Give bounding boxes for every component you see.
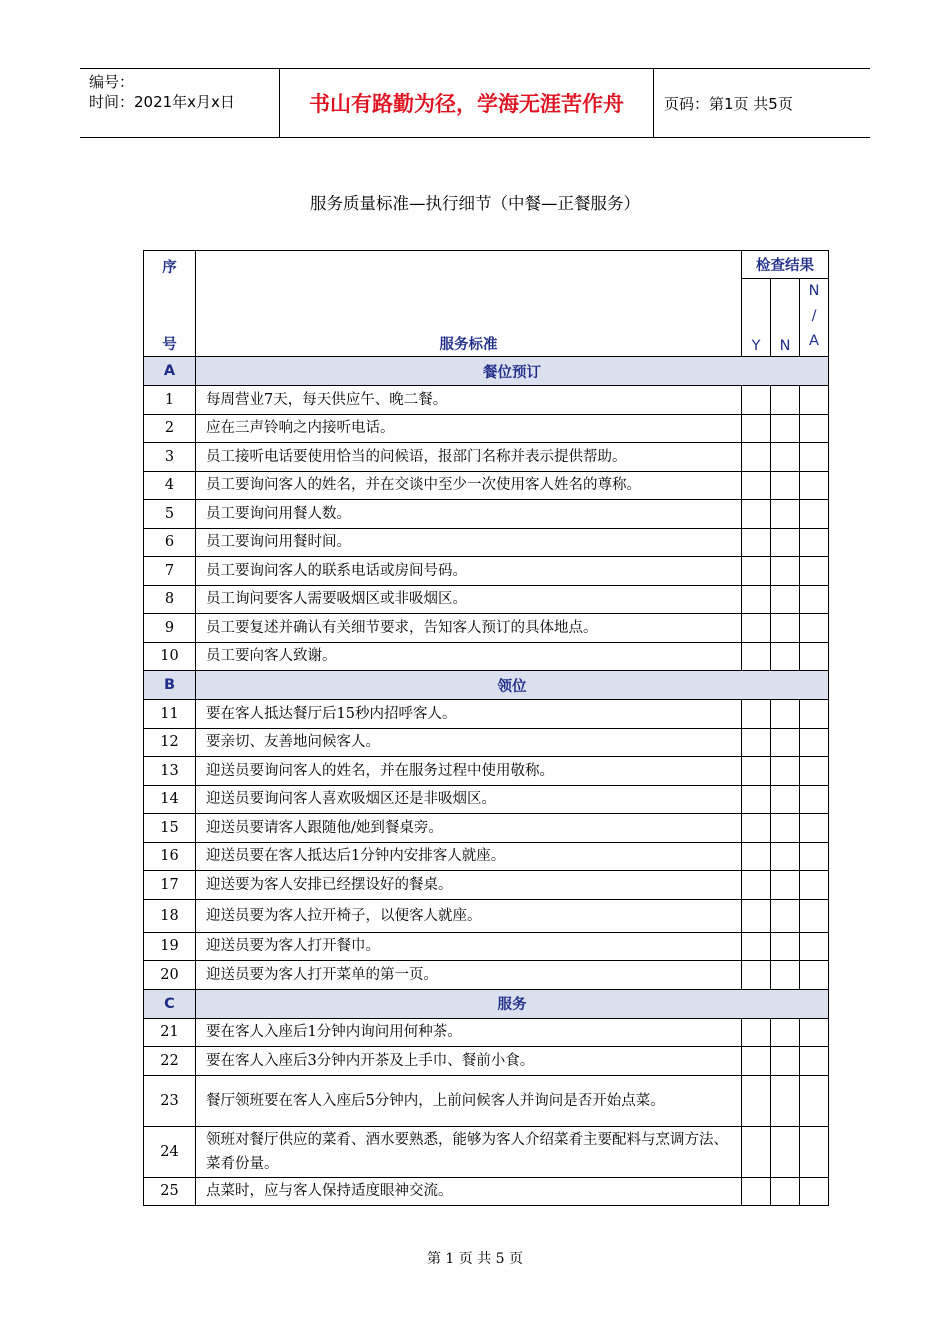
check-n-cell[interactable]: [771, 414, 800, 443]
check-n-cell[interactable]: [771, 814, 800, 843]
table-row: [144, 528, 829, 557]
row-standard: 员工要询问用餐时间。: [196, 528, 742, 557]
check-n-cell[interactable]: [771, 961, 800, 990]
check-n-cell[interactable]: [771, 443, 800, 472]
section-code: C: [144, 989, 196, 1018]
row-standard: 员工接听电话要使用恰当的问候语，报部门名称并表示提供帮助。: [196, 443, 742, 472]
row-standard: 点菜时，应与客人保持适度眼神交流。: [196, 1177, 742, 1206]
row-number: 16: [144, 842, 196, 871]
row-standard: 要在客人抵达餐厅后15秒内招呼客人。: [196, 700, 742, 729]
row-standard: 员工要询问客人的联系电话或房间号码。: [196, 557, 742, 586]
row-number: 5: [144, 500, 196, 529]
row-standard: 迎送员要为客人打开菜单的第一页。: [196, 961, 742, 990]
check-na-cell[interactable]: [800, 814, 829, 843]
section-title: 餐位预订: [196, 357, 829, 386]
table-row: [144, 871, 829, 900]
row-standard: 员工询问要客人需要吸烟区或非吸烟区。: [196, 585, 742, 614]
table-row: [144, 1177, 829, 1206]
row-number: 9: [144, 614, 196, 643]
table-row: [144, 1018, 829, 1047]
check-na-cell[interactable]: [800, 785, 829, 814]
row-standard: 迎送员要为客人拉开椅子，以便客人就座。: [196, 899, 742, 932]
check-n-cell[interactable]: [771, 386, 800, 415]
row-number: 2: [144, 414, 196, 443]
row-number: 7: [144, 557, 196, 586]
row-standard: 员工要询问客人的姓名，并在交谈中至少一次使用客人姓名的尊称。: [196, 471, 742, 500]
table-row: [144, 557, 829, 586]
check-y-cell[interactable]: [742, 1177, 771, 1206]
check-y-cell[interactable]: [742, 471, 771, 500]
section-title: 领位: [196, 671, 829, 700]
check-y-cell[interactable]: [742, 932, 771, 961]
doc-title: 服务质量标准—执行细节（中餐—正餐服务）: [310, 194, 640, 213]
row-number: 3: [144, 443, 196, 472]
row-standard: 应在三声铃响之内接听电话。: [196, 414, 742, 443]
check-y-cell[interactable]: [742, 814, 771, 843]
check-y-cell[interactable]: [742, 842, 771, 871]
check-na-cell[interactable]: [800, 1177, 829, 1206]
table-row: [144, 899, 829, 932]
check-n-cell[interactable]: [771, 585, 800, 614]
check-y-cell[interactable]: [742, 414, 771, 443]
row-standard: 员工要询问用餐人数。: [196, 500, 742, 529]
check-na-cell[interactable]: [800, 757, 829, 786]
check-na-cell[interactable]: [800, 614, 829, 643]
check-y-cell[interactable]: [742, 585, 771, 614]
page-info: 页码：第1页 共5页: [664, 94, 793, 113]
row-standard: 迎送员要询问客人喜欢吸烟区还是非吸烟区。: [196, 785, 742, 814]
table-row: [144, 500, 829, 529]
check-y-cell[interactable]: [742, 1126, 771, 1177]
section-row: [144, 989, 829, 1018]
section-row: [144, 357, 829, 386]
seq-header-bottom: 号: [162, 337, 177, 353]
check-n-cell[interactable]: [771, 700, 800, 729]
check-na-cell[interactable]: [800, 471, 829, 500]
check-na-cell[interactable]: [800, 1047, 829, 1076]
check-y-cell[interactable]: [742, 528, 771, 557]
table-row: [144, 614, 829, 643]
table-row: [144, 1075, 829, 1126]
table-row: [144, 728, 829, 757]
table-row: [144, 443, 829, 472]
check-na-cell[interactable]: [800, 932, 829, 961]
check-n-cell[interactable]: [771, 1018, 800, 1047]
row-number: 11: [144, 700, 196, 729]
check-na-cell[interactable]: [800, 871, 829, 900]
check-y-cell[interactable]: [742, 443, 771, 472]
check-y-cell[interactable]: [742, 700, 771, 729]
col-na-1: N: [808, 283, 820, 299]
check-y-cell[interactable]: [742, 642, 771, 671]
table-row: [144, 386, 829, 415]
check-n-cell[interactable]: [771, 471, 800, 500]
row-number: 12: [144, 728, 196, 757]
row-number: 19: [144, 932, 196, 961]
row-standard: 迎送员要请客人跟随他/她到餐桌旁。: [196, 814, 742, 843]
row-number: 25: [144, 1177, 196, 1206]
check-n-cell[interactable]: [771, 1177, 800, 1206]
check-na-cell[interactable]: [800, 500, 829, 529]
check-na-cell[interactable]: [800, 443, 829, 472]
table-row: [144, 842, 829, 871]
table-row: [144, 785, 829, 814]
check-n-cell[interactable]: [771, 614, 800, 643]
row-standard: 每周营业7天，每天供应午、晚二餐。: [196, 386, 742, 415]
check-y-cell[interactable]: [742, 899, 771, 932]
col-na-header: [800, 279, 829, 357]
check-n-cell[interactable]: [771, 1047, 800, 1076]
section-row: [144, 671, 829, 700]
row-number: 21: [144, 1018, 196, 1047]
standards-table: [143, 250, 829, 1206]
row-number: 24: [144, 1126, 196, 1177]
row-number: 8: [144, 585, 196, 614]
row-number: 10: [144, 642, 196, 671]
check-na-cell[interactable]: [800, 386, 829, 415]
check-na-cell[interactable]: [800, 1075, 829, 1126]
check-n-cell[interactable]: [771, 642, 800, 671]
check-y-cell[interactable]: [742, 1018, 771, 1047]
document-header: [80, 68, 870, 138]
motto: 书山有路勤为径，学海无涯苦作舟: [280, 69, 654, 137]
standard-header: 服务标准: [196, 251, 742, 357]
check-n-cell[interactable]: [771, 757, 800, 786]
check-y-cell[interactable]: [742, 728, 771, 757]
check-n-cell[interactable]: [771, 842, 800, 871]
row-number: 18: [144, 899, 196, 932]
table-row: [144, 757, 829, 786]
section-code: A: [144, 357, 196, 386]
section-title: 服务: [196, 989, 829, 1018]
check-na-cell[interactable]: [800, 899, 829, 932]
row-standard: 迎送员要为客人打开餐巾。: [196, 932, 742, 961]
row-standard: 迎送员要在客人抵达后1分钟内安排客人就座。: [196, 842, 742, 871]
check-n-cell[interactable]: [771, 871, 800, 900]
row-standard: 迎送要为客人安排已经摆设好的餐桌。: [196, 871, 742, 900]
table-row: [144, 961, 829, 990]
row-standard: 员工要向客人致谢。: [196, 642, 742, 671]
row-number: 6: [144, 528, 196, 557]
row-number: 15: [144, 814, 196, 843]
table-row: [144, 1047, 829, 1076]
row-number: 13: [144, 757, 196, 786]
check-na-cell[interactable]: [800, 557, 829, 586]
check-na-cell[interactable]: [800, 961, 829, 990]
check-na-cell[interactable]: [800, 642, 829, 671]
check-y-cell[interactable]: [742, 500, 771, 529]
row-number: 14: [144, 785, 196, 814]
row-standard: 要在客人入座后1分钟内询问用何种茶。: [196, 1018, 742, 1047]
time-label: 时间：2021年x月x日: [89, 93, 235, 111]
table-row: [144, 471, 829, 500]
row-standard: 员工要复述并确认有关细节要求，告知客人预订的具体地点。: [196, 614, 742, 643]
row-number: 23: [144, 1075, 196, 1126]
check-y-cell[interactable]: [742, 871, 771, 900]
check-n-cell[interactable]: [771, 932, 800, 961]
seq-header: [144, 251, 196, 357]
check-n-cell[interactable]: [771, 500, 800, 529]
col-n-header: N: [771, 279, 800, 357]
check-na-cell[interactable]: [800, 528, 829, 557]
check-header: 检查结果: [742, 251, 829, 279]
check-na-cell[interactable]: [800, 585, 829, 614]
check-n-cell[interactable]: [771, 899, 800, 932]
check-na-cell[interactable]: [800, 1018, 829, 1047]
table-row: [144, 585, 829, 614]
section-code: B: [144, 671, 196, 700]
row-number: 22: [144, 1047, 196, 1076]
check-y-cell[interactable]: [742, 386, 771, 415]
table-row: [144, 414, 829, 443]
table-row: [144, 700, 829, 729]
table-row: [144, 814, 829, 843]
check-y-cell[interactable]: [742, 557, 771, 586]
row-number: 4: [144, 471, 196, 500]
check-y-cell[interactable]: [742, 961, 771, 990]
row-number: 1: [144, 386, 196, 415]
row-standard: 要在客人入座后3分钟内开茶及上手巾、餐前小食。: [196, 1047, 742, 1076]
header-meta: [80, 69, 280, 137]
check-n-cell[interactable]: [771, 728, 800, 757]
col-na-3: A: [809, 333, 819, 349]
col-na-2: /: [811, 308, 817, 324]
check-n-cell[interactable]: [771, 557, 800, 586]
number-label: 编号：: [89, 73, 135, 91]
check-na-cell[interactable]: [800, 842, 829, 871]
check-n-cell[interactable]: [771, 1126, 800, 1177]
row-standard: 领班对餐厅供应的菜肴、酒水要熟悉，能够为客人介绍菜肴主要配料与烹调方法、菜肴份量。: [196, 1126, 742, 1177]
seq-header-top: 序: [162, 260, 177, 276]
row-standard: 餐厅领班要在客人入座后5分钟内，上前问候客人并询问是否开始点菜。: [196, 1075, 742, 1126]
check-na-cell[interactable]: [800, 700, 829, 729]
check-n-cell[interactable]: [771, 528, 800, 557]
table-row: [144, 932, 829, 961]
page-footer: 第 1 页 共 5 页: [426, 1251, 524, 1267]
row-number: 17: [144, 871, 196, 900]
table-row: [144, 1126, 829, 1177]
row-standard: 要亲切、友善地问候客人。: [196, 728, 742, 757]
check-y-cell[interactable]: [742, 757, 771, 786]
check-y-cell[interactable]: [742, 1075, 771, 1126]
check-y-cell[interactable]: [742, 614, 771, 643]
check-n-cell[interactable]: [771, 1075, 800, 1126]
check-y-cell[interactable]: [742, 785, 771, 814]
row-number: 20: [144, 961, 196, 990]
table-row: [144, 642, 829, 671]
check-na-cell[interactable]: [800, 1126, 829, 1177]
check-n-cell[interactable]: [771, 785, 800, 814]
check-na-cell[interactable]: [800, 414, 829, 443]
col-y-header: Y: [742, 279, 771, 357]
check-na-cell[interactable]: [800, 728, 829, 757]
row-standard: 迎送员要询问客人的姓名，并在服务过程中使用敬称。: [196, 757, 742, 786]
check-y-cell[interactable]: [742, 1047, 771, 1076]
